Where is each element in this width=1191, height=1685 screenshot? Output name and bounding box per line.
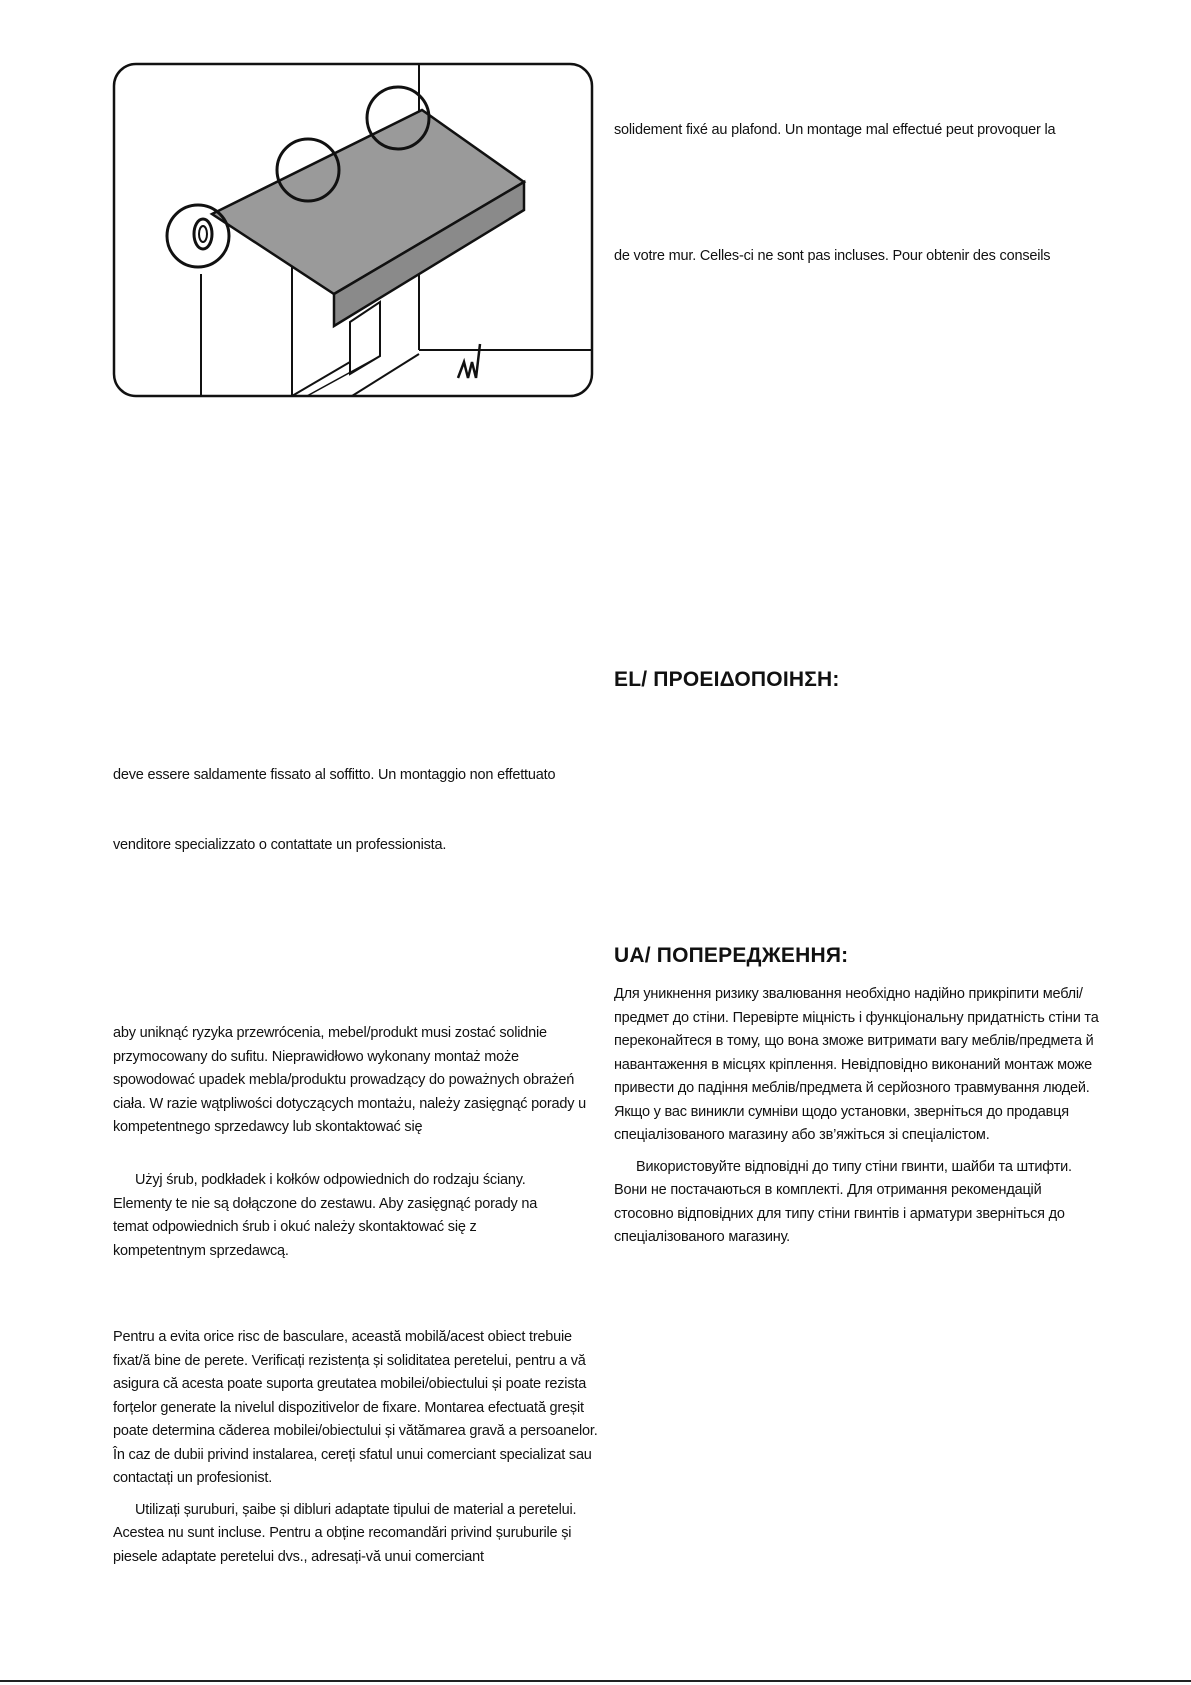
ro-paragraph-1: Pentru a evita orice risc de basculare, această mobilă/acest obiect trebuie fixat/ă bine de perete. Verificați rezistența și soliditatea peretelui, pentru a vă asigura că acesta poate suporta greutatea mobilei/obiectului și poate rezista forțelor generate la nivelul dispozitivelor de fixare. Montarea efectuată greșit poate determina căderea mobilei/obiectului și vătămarea gravă a persoanelor. În caz de dubii privind instalarea, cereți sfatul unui comerciant specializat sau contactați un profesionist. xyxy=(113,1329,598,1486)
pl-paragraph-1: aby uniknąć ryzyka przewrócenia, mebel/produkt musi zostać solidnie przymocowany do sufitu. Nieprawidłowo wykonany montaż może spowodować upadek mebla/produktu prowadzący do poważnych obrażeń ciała. W razie wątpliwości dotyczących montażu, należy zasięgnąć porady u kompetentnego sprzedawcy lub skontaktować się xyxy=(113,1025,586,1135)
pl-block xyxy=(113,1022,603,1140)
fr-line-1: solidement fixé au plafond. Un montage mal effectué peut provoquer la xyxy=(614,122,1056,138)
ua-paragraph-1: Для уникнення ризику звалювання необхідно надійно прикріпити меблі/предмет до стіни. Перевірте міцність і функціональну придатність стіни та переконайтеся в тому, що вона зможе витримати вагу меблів/предмета й навантаження в місцях кріплення. Невідповідно виконаний монтаж може привести до падіння меблів/предмета й серйозного травмування людей. Якщо у вас виникли сумніви щодо установки, зверніться до продавця спеціалізованого магазину або зв’яжіться зі спеціалістом. xyxy=(614,986,1099,1143)
page-bottom-rule xyxy=(0,1680,1191,1682)
el-heading: EL/ ΠΡΟΕΙΔΟΠΟΙΗΣΗ: xyxy=(614,668,840,691)
ua-paragraph-2: Використовуйте відповідні до типу стіни гвинти, шайби та штифти. Вони не постачаються в комплекті. Для отримання рекомендацій стосовно відповідних для типу стіни гвинтів і арматури зверніться до спеціалізованого магазину. xyxy=(614,1158,1072,1245)
ua-block xyxy=(614,983,1104,1250)
ceiling-mount-illustration xyxy=(112,62,594,398)
ro-paragraph-2: Utilizați șuruburi, șaibe și dibluri adaptate tipului de material a peretelui. Acestea nu sunt incluse. Pentru a obține recomandări privind șuruburile și piesele adaptate peretelui dvs., adresați-vă unui comerciant xyxy=(113,1501,577,1565)
it-line-2: venditore specializzato o contattate un professionista. xyxy=(113,837,447,853)
pl-paragraph-2: Użyj śrub, podkładek i kołków odpowiednich do rodzaju ściany. Elementy te nie są dołączone do zestawu. Aby zasięgnąć porady na temat odpowiednich śrub i okuć należy skontaktować się z kompetentnym sprzedawcą. xyxy=(113,1172,538,1259)
pl-block-2 xyxy=(113,1169,573,1263)
it-line-1: deve essere saldamente fissato al soffitto. Un montaggio non effettuato xyxy=(113,767,556,783)
ua-heading: UA/ ПОПЕРЕДЖЕННЯ: xyxy=(614,944,849,967)
screw-anchor-hole xyxy=(199,226,207,242)
fr-line-2: de votre mur. Celles-ci ne sont pas incluses. Pour obtenir des conseils xyxy=(614,248,1051,264)
ro-block xyxy=(113,1326,603,1569)
